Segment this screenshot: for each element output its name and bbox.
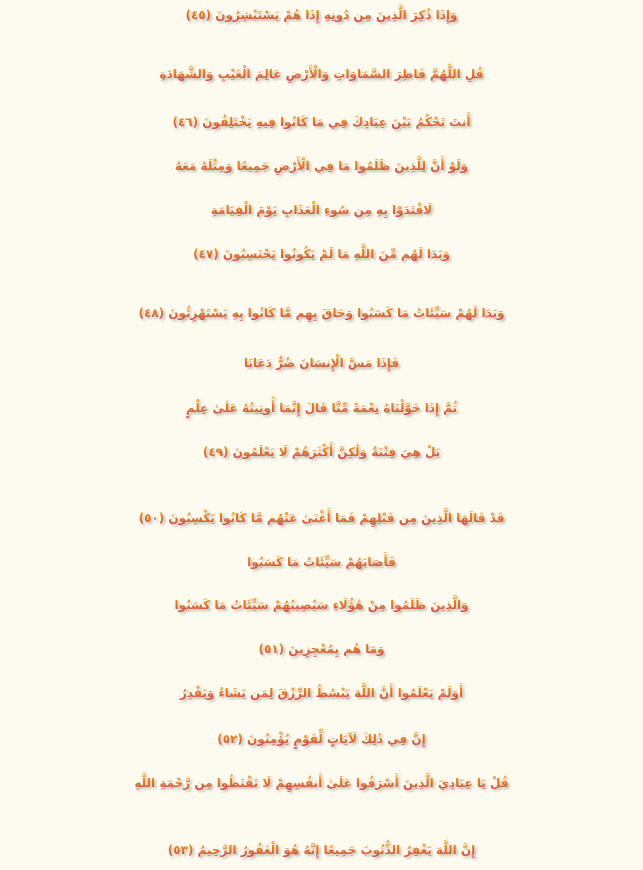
verse-line-46-b: أَنتَ تَحْكُمُ بَيْنَ عِبَادِكَ فِي مَا كَانُوا فِيهِ يَخْتَلِفُونَ (٤٦) [0, 107, 643, 137]
verse-line-51-c: وَمَا هُم بِمُعْجِزِينَ (٥١) [0, 634, 643, 664]
verse-line-47-c: وَبَدَا لَهُم مِّنَ اللَّهِ مَا لَمْ يَكُونُوا يَحْتَسِبُونَ (٤٧) [0, 239, 643, 269]
verse-line-46-a: قُلِ اللَّهُمَّ فَاطِرَ السَّمَاوَاتِ وَالْأَرْضِ عَالِمَ الْغَيْبِ وَالشَّهَادَةِ [0, 59, 643, 89]
verse-line-47-a: وَلَوْ أَنَّ لِلَّذِينَ ظَلَمُوا مَا فِي الْأَرْضِ جَمِيعًا وَمِثْلَهُ مَعَهُ [0, 151, 643, 181]
verse-line-49-a: فَإِذَا مَسَّ الْإِنسَانَ ضُرٌّ دَعَانَا [0, 348, 643, 378]
verse-line-52-b: إِنَّ فِي ذَٰلِكَ لَآيَاتٍ لِّقَوْمٍ يُؤْمِنُونَ (٥٢) [0, 724, 643, 754]
verse-line-52-a: أَوَلَمْ يَعْلَمُوا أَنَّ اللَّهَ يَبْسُطُ الرِّزْقَ لِمَن يَشَاءُ وَيَقْدِرُ [0, 678, 643, 708]
verse-line-49-c: بَلْ هِيَ فِتْنَةٌ وَلَٰكِنَّ أَكْثَرَهُمْ لَا يَعْلَمُونَ (٤٩) [0, 437, 643, 467]
verse-line-49-b: ثُمَّ إِذَا خَوَّلْنَاهُ نِعْمَةً مِّنَّا قَالَ إِنَّمَا أُوتِيتُهُ عَلَىٰ عِلْمٍ [0, 393, 643, 423]
verse-line-45: وَإِذَا ذُكِرَ الَّذِينَ مِن دُونِهِ إِذَا هُمْ يَسْتَبْشِرُونَ (٤٥) [0, 0, 643, 30]
verse-line-53-b: إِنَّ اللَّهَ يَغْفِرُ الذُّنُوبَ جَمِيعًا إِنَّهُ هُوَ الْغَفُورُ الرَّحِيمُ (٥٣) [0, 835, 643, 865]
verse-line-51-b: وَالَّذِينَ ظَلَمُوا مِنْ هَٰؤُلَاءِ سَيُصِيبُهُمْ سَيِّئَاتُ مَا كَسَبُوا [0, 590, 643, 620]
verse-line-48: وَبَدَا لَهُمْ سَيِّئَاتُ مَا كَسَبُوا وَحَاقَ بِهِم مَّا كَانُوا بِهِ يَسْتَهْزِئُونَ (٤٨) [0, 298, 643, 328]
verse-line-50: قَدْ قَالَهَا الَّذِينَ مِن قَبْلِهِمْ فَمَا أَغْنَىٰ عَنْهُم مَّا كَانُوا يَكْسِبُونَ (٥٠) [0, 503, 643, 533]
verse-line-51-a: فَأَصَابَهُمْ سَيِّئَاتُ مَا كَسَبُوا [0, 547, 643, 577]
verse-line-47-b: لَافْتَدَوْا بِهِ مِن سُوءِ الْعَذَابِ يَوْمَ الْقِيَامَةِ [0, 195, 643, 225]
verse-line-53-a: قُلْ يَا عِبَادِيَ الَّذِينَ أَسْرَفُوا عَلَىٰ أَنفُسِهِمْ لَا تَقْنَطُوا مِن رَّحْمَةِ اللَّهِ [0, 768, 643, 798]
